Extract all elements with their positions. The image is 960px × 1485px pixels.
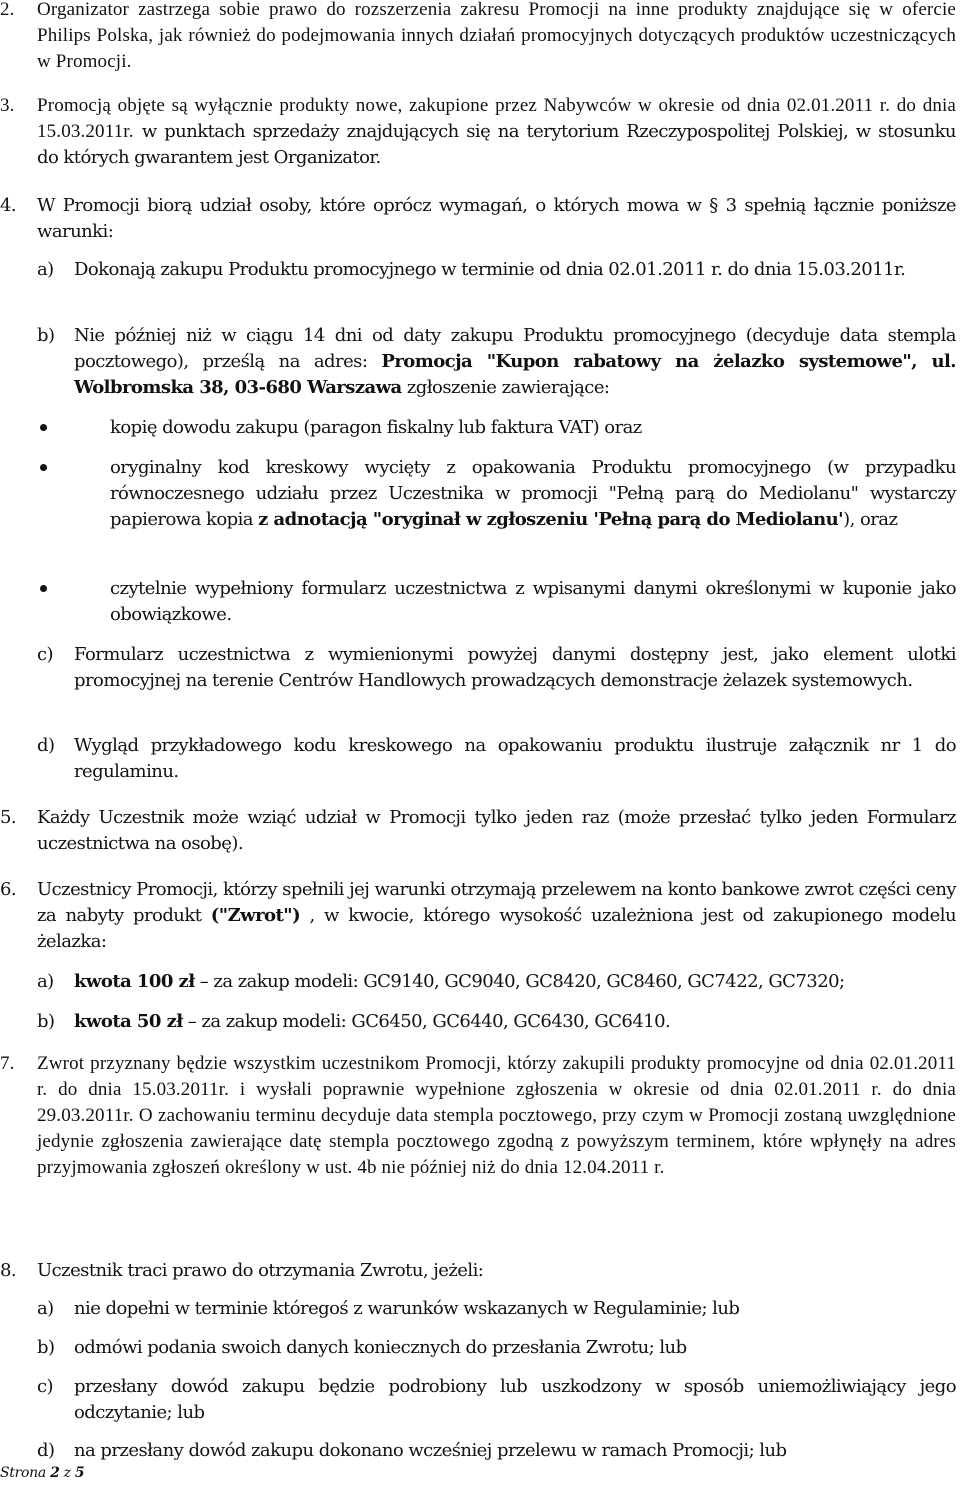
- paragraph-4d: [37, 733, 956, 785]
- paragraph-4: [0, 193, 956, 245]
- paragraph-number: 5.: [0, 807, 17, 828]
- paragraph-number: 2.: [0, 0, 15, 20]
- paragraph-number: a): [37, 259, 54, 280]
- paragraph-number: b): [37, 325, 55, 346]
- paragraph-number: 8.: [0, 1260, 17, 1281]
- paragraph-3: [0, 93, 956, 171]
- page-total: 5: [74, 1465, 85, 1481]
- bullet-dot: [40, 424, 47, 431]
- paragraph-text: Każdy Uczestnik może wziąć udział w Promocji tylko jeden raz (może przesłać tylko jeden Formularz uczestnictwa na osobę).: [37, 807, 956, 854]
- paragraph-number: d): [37, 735, 55, 756]
- paragraph-number: a): [37, 971, 54, 992]
- paragraph-8a: [37, 1296, 956, 1322]
- paragraph-5: [0, 805, 956, 857]
- paragraph-6: [0, 877, 956, 955]
- bullet-item: czytelnie wypełniony formularz uczestnictwa z wpisanymi danymi określonymi w kuponie jako obowiązkowe.: [110, 578, 956, 625]
- paragraph-number: b): [37, 1337, 55, 1358]
- page-number: 2: [50, 1465, 60, 1481]
- bullet-item: oryginalny kod kreskowy wycięty z opakowania Produktu promocyjnego (w przypadku równoczesnego udziału przez Uczestnika w promocji "Pełną parą do Mediolanu" wystarczy papierowa kopia z adnotacją "oryginał w zgłoszeniu 'Pełną parą do Mediolanu'), oraz: [110, 457, 956, 530]
- paragraph-4b: [37, 323, 956, 401]
- paragraph-text: Formularz uczestnictwa z wymienionymi powyżej danymi dostępny jest, jako element ulotki promocyjnej na terenie Centrów Handlowych prowadzących demonstracje żelazek systemowych.: [74, 644, 956, 691]
- paragraph-text: Uczestnicy Promocji, którzy spełnili jej warunki otrzymają przelewem na konto bankowe zwrot części ceny za nabyty produkt ("Zwrot") , w kwocie, którego wysokość uzależniona jest od zakupionego modelu żelazka:: [37, 879, 956, 952]
- paragraph-4a: [37, 257, 956, 283]
- paragraph-8c: [37, 1374, 956, 1426]
- paragraph-text: Nie później niż w ciągu 14 dni od daty zakupu Produktu promocyjnego (decyduje data stempla pocztowego), prześlą na adres: Promocja "Kupon rabatowy na żelazko systemowe", ul. Wolbromska 38, 03-680 Warszawa zgłoszenie zawierające:: [74, 325, 956, 398]
- paragraph-text: Wygląd przykładowego kodu kreskowego na opakowaniu produktu ilustruje załącznik nr 1 do regulaminu.: [74, 735, 956, 782]
- paragraph-text: Promocją objęte są wyłącznie produkty nowe, zakupione przez Nabywców w okresie od dnia 02.01.2011 r. do dnia 15.03.2011r. w punktach sprzedaży znajdujących się na terytorium Rzeczypospolitej Polskiej, w stosunku do których gwarantem jest Organizator.: [37, 95, 956, 168]
- address-bold: Promocja "Kupon rabatowy na żelazko systemowe", ul. Wolbromska 38, 03-680 Warszawa: [74, 351, 956, 398]
- paragraph-number: c): [37, 644, 54, 665]
- paragraph-text: Zwrot przyznany będzie wszystkim uczestnikom Promocji, którzy zakupili produkty promocyjne od dnia 02.01.2011 r. do dnia 15.03.2011r. i wysłali poprawnie wypełnione zgłoszenia w okresie od dnia 02.01.2011 r. do dnia 29.03.2011r. O zachowaniu terminu decyduje data stempla pocztowego, przy czym w Promocji zostaną uwzględnione jedynie zgłoszenia zawierające datę stempla pocztowego zgodną z powyższym terminem, które wpłynęły na adres przyjmowania zgłoszeń określony w ust. 4b nie później niż do dnia 12.04.2011 r.: [37, 1053, 956, 1178]
- paragraph-6a: [37, 969, 956, 995]
- paragraph-text: Uczestnik traci prawo do otrzymania Zwrotu, jeżeli:: [37, 1260, 484, 1281]
- paragraph-text: Dokonają zakupu Produktu promocyjnego w terminie od dnia 02.01.2011 r. do dnia 15.03.2011r.: [74, 259, 906, 280]
- paragraph-number: 6.: [0, 879, 17, 900]
- paragraph-7: [0, 1051, 956, 1181]
- paragraph-4c: [37, 642, 956, 694]
- paragraph-text: Organizator zastrzega sobie prawo do rozszerzenia zakresu Promocji na inne produkty znajdujące się w ofercie Philips Polska, jak również do podejmowania innych działań promocyjnych dotyczących produktów uczestniczących w Promocji.: [37, 0, 956, 72]
- paragraph-text: kwota 100 zł – za zakup modeli: GC9140, GC9040, GC8420, GC8460, GC7422, GC7320;: [74, 971, 845, 992]
- paragraph-2: [0, 0, 956, 75]
- paragraph-text: W Promocji biorą udział osoby, które oprócz wymagań, o których mowa w § 3 spełnią łącznie poniższe warunki:: [37, 195, 956, 242]
- paragraph-text: nie dopełni w terminie któregoś z warunków wskazanych w Regulaminie; lub: [74, 1298, 740, 1319]
- paragraph-8b: [37, 1335, 956, 1361]
- paragraph-number: 4.: [0, 195, 17, 216]
- page-footer: Strona 2 z 5: [0, 1465, 85, 1481]
- bullet-dot: [40, 464, 47, 471]
- paragraph-text: przesłany dowód zakupu będzie podrobiony lub uszkodzony w sposób uniemożliwiający jego odczytanie; lub: [74, 1376, 956, 1423]
- paragraph-8d: [37, 1438, 956, 1464]
- paragraph-6b: [37, 1009, 956, 1035]
- paragraph-number: 7.: [0, 1053, 15, 1074]
- paragraph-number: b): [37, 1011, 55, 1032]
- paragraph-number: d): [37, 1440, 55, 1461]
- paragraph-number: 3.: [0, 95, 15, 116]
- paragraph-text: kwota 50 zł – za zakup modeli: GC6450, GC6440, GC6430, GC6410.: [74, 1011, 671, 1032]
- bullet-dot: [40, 585, 47, 592]
- paragraph-number: c): [37, 1376, 54, 1397]
- paragraph-number: a): [37, 1298, 54, 1319]
- bullet-item: kopię dowodu zakupu (paragon fiskalny lub faktura VAT) oraz: [110, 417, 642, 438]
- paragraph-8: [0, 1258, 956, 1284]
- paragraph-text: na przesłany dowód zakupu dokonano wcześniej przelewu w ramach Promocji; lub: [74, 1440, 787, 1461]
- paragraph-text: odmówi podania swoich danych koniecznych do przesłania Zwrotu; lub: [74, 1337, 687, 1358]
